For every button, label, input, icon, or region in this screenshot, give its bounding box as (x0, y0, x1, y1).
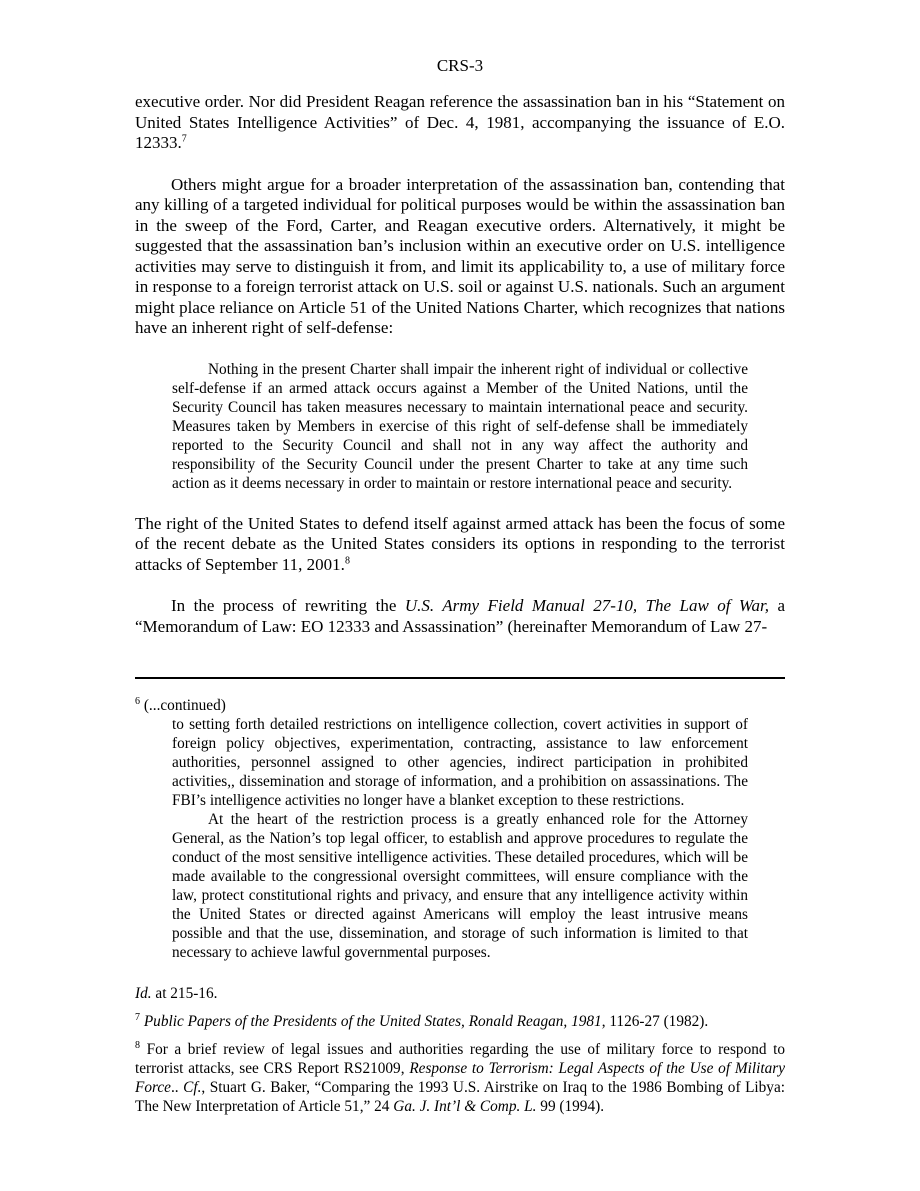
footnote-7-title: Public Papers of the Presidents of the United States, Ronald Reagan, 1981 (143, 1013, 602, 1030)
footnote-8-journal: Ga. J. Int’l & Comp. L. (393, 1098, 537, 1115)
footnote-8-text-d: 99 (1994). (536, 1098, 605, 1115)
footnote-6-body (135, 715, 785, 962)
footnote-6-para-2: At the heart of the restriction process is a greatly enhanced role for the Attorney General, as the Nation’s top legal officer, to establish and approve procedures to regulate the conduct of the most sensitive intelligence activities. These detailed procedures, which will be made available to the congressional oversight committees, will ensure compliance with the law, protect constitutional rights and privacy, and ensure that any intelligence activity within the United States or directed against Americans will employ the least intrusive means possible and that the use, dissemination, and storage of such information is limited to that necessary to achieve lawful governmental purposes. (172, 811, 748, 961)
footnote-8-cf: Cf. (183, 1079, 202, 1096)
paragraph-3 (135, 514, 785, 576)
footnote-6-para-1: to setting forth detailed restrictions on intelligence collection, covert activities in support of foreign policy objectives, experimentation, contracting, assistance to law enforcement authorities, personnel assigned to other agencies, indirect participation in prohibited activities,, dissemination and storage of information, and a prohibition on assassinations. The FBI’s intelligence activities no longer have a blanket exception to these restrictions. (172, 716, 748, 809)
paragraph-2: Others might argue for a broader interpretation of the assassination ban, contending that any killing of a targeted individual for political purposes would be within the assassination ban in the sweep of the Ford, Carter, and Reagan executive orders. Alternatively, it might be suggested that the assassination ban’s inclusion within an executive order on U.S. intelligence activities may serve to distinguish it from, and limit its applicability to, a use of military force in response to a foreign terrorist attack on U.S. soil or against U.S. nationals. Such an argument might place reliance on Article 51 of the United Nations Charter, which recognizes that nations have an inherent right of self-defense: (135, 174, 785, 337)
footnote-6-continued: (...continued) (140, 697, 226, 714)
paragraph-4 (135, 596, 785, 637)
paragraph-4-text-b: a “Memorandum of Law: EO 12333 and Assassination” (hereinafter Memorandum of Law 27- (135, 596, 786, 636)
footnote-ref-7[interactable]: 7 (181, 133, 187, 145)
paragraph-4-title: U.S. Army Field Manual 27-10, The Law of War, (404, 596, 770, 615)
block-quote-text: Nothing in the present Charter shall impair the inherent right of individual or collective self-defense if an armed attack occurs against a Member of the United Nations, until the Security Council has taken measures necessary to maintain international peace and security. Measures taken by Members in exercise of this right of self-defense shall be immediately reported to the Security Council and shall not in any way affect the authority and responsibility of the Security Council under the present Charter to take at any time such action as it deems necessary in order to maintain or restore international peace and security. (172, 360, 748, 492)
footnote-6-label (135, 696, 785, 715)
footnote-7 (135, 1012, 785, 1031)
footnote-8-text-c: , Stuart G. Baker, “Comparing the 1993 U.S. Airstrike on Iraq to the 1986 Bombing of Libya: The New Interpretation of Article 51,” 24 (135, 1079, 785, 1115)
paragraph-1-text: executive order. Nor did President Reagan reference the assassination ban in his “Statement on United States Intelligence Activities” of Dec. 4, 1981, accompanying the issuance of E.O. 12333. (135, 92, 785, 152)
paragraph-4-text-a: In the process of rewriting the (171, 596, 405, 615)
footnote-6-id: Id. (135, 985, 152, 1002)
body-text (135, 92, 785, 658)
footnote-6-pages: at 215-16. (151, 985, 218, 1002)
footnote-6-citation (135, 984, 785, 1003)
footnote-8 (135, 1040, 785, 1116)
footnote-8-text-b: .. (170, 1079, 184, 1096)
paragraph-1 (135, 92, 785, 154)
footnote-8-report-title: Response to Terrorism: Legal Aspects of the Use of Military Force (135, 1060, 785, 1096)
paragraph-3-text: The right of the United States to defend itself against armed attack has been the focus of some of the recent debate as the United States considers its options in responding to the terrorist attacks of September 11, 2001. (135, 513, 785, 574)
footnote-8-mark: 8 (135, 1039, 140, 1051)
page-header (0, 56, 920, 76)
footnote-7-rest: , 1126-27 (1982). (601, 1013, 709, 1030)
footnote-ref-8[interactable]: 8 (344, 554, 350, 566)
page-number-label: CRS-3 (436, 56, 484, 75)
footnotes (135, 696, 785, 1116)
footnote-7-mark: 7 (135, 1011, 140, 1023)
footnote-separator (135, 677, 785, 679)
footnote-6-mark: 6 (135, 695, 140, 707)
footnote-8-text-a: For a brief review of legal issues and authorities regarding the use of military force to respond to terrorist attacks, see CRS Report RS21009, (135, 1041, 785, 1077)
block-quote-un-charter (172, 360, 748, 493)
